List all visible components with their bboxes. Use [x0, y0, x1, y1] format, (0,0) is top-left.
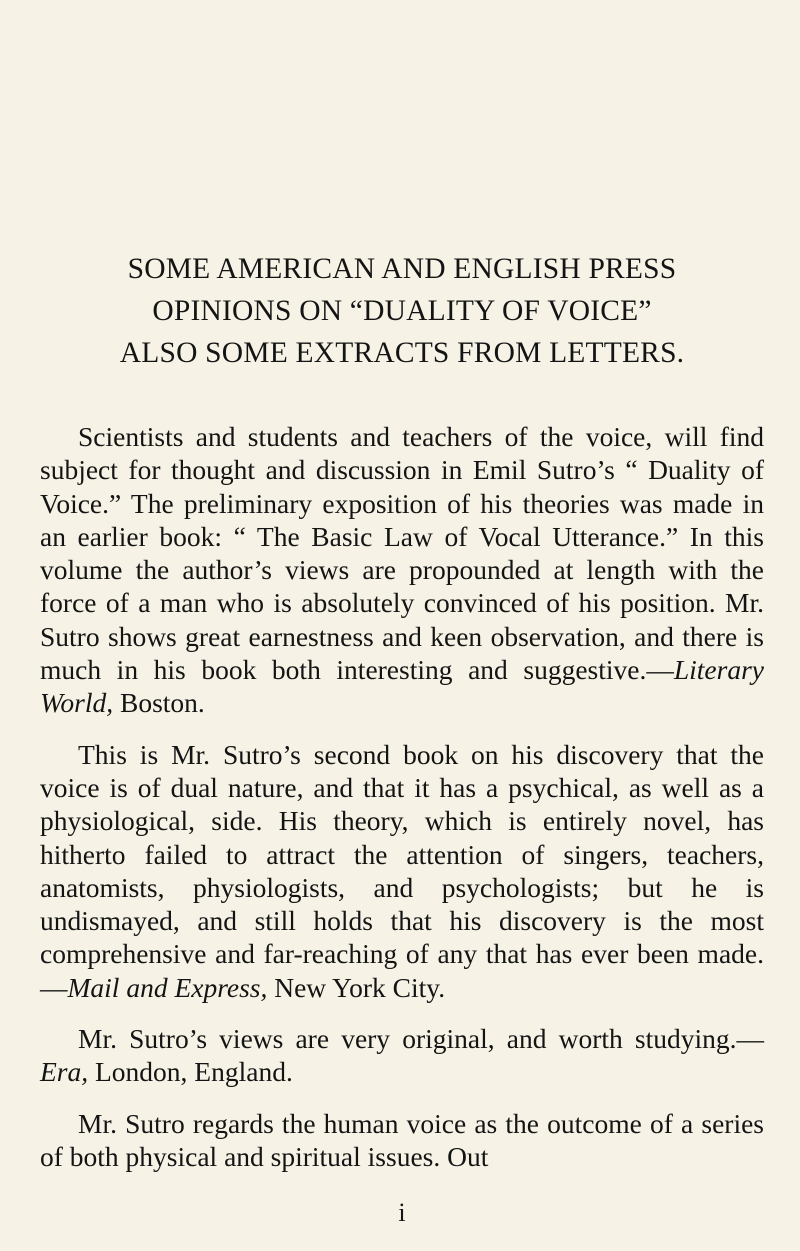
paragraph-continued: [40, 1107, 764, 1174]
book-page: [40, 0, 764, 1251]
paragraph-era: [40, 1022, 764, 1089]
source-location: Boston.: [113, 687, 205, 719]
paragraph-text: Mr. Sutro’s views are very original, and worth studying.—: [78, 1023, 764, 1055]
source-name: Literary World,: [40, 654, 764, 719]
paragraph-text: This is Mr. Sutro’s second book on his discovery that the voice is of dual nature, and that it has a psychical, as well as a physiological, side. His theory, which is entirely novel, has hitherto failed to attract the attention of singers, teachers, anatomists, physiologists, and psychologists; but he is undismayed, and still holds that his discovery is the most comprehensive and far-reaching of any that has ever been made.—: [40, 738, 764, 1003]
paragraph-text: Mr. Sutro regards the human voice as the outcome of a series of both physical and spiritual issues. Out: [40, 1107, 764, 1172]
source-name: Mail and Express,: [67, 971, 268, 1003]
source-name: Era,: [40, 1056, 89, 1088]
page-heading: [40, 248, 764, 374]
source-location: New York City.: [267, 971, 446, 1003]
page-number: i: [398, 1198, 406, 1227]
heading-line-2: OPINIONS ON “DUALITY OF VOICE”: [152, 295, 652, 327]
heading-line-3: ALSO SOME EXTRACTS FROM LETTERS.: [119, 337, 685, 369]
paragraph-text: Scientists and students and teachers of the voice, will find subject for thought and discussion in Emil Sutro’s “ Duality of Voice.” The preliminary exposition of his theories was made in an earlier book: “ The Basic Law of Vocal Utterance.” In this volume the author’s views are propounded at length with the force of a man who is absolutely convinced of his position. Mr. Sutro shows great earnestness and keen observation, and there is much in his book both interesting and suggestive.—: [40, 421, 764, 686]
heading-line-1: SOME AMERICAN AND ENGLISH PRESS: [127, 253, 677, 285]
source-location: London, England.: [88, 1056, 293, 1088]
paragraph-literary-world: [40, 420, 764, 720]
body-text: [40, 420, 764, 1191]
paragraph-mail-and-express: [40, 738, 764, 1004]
